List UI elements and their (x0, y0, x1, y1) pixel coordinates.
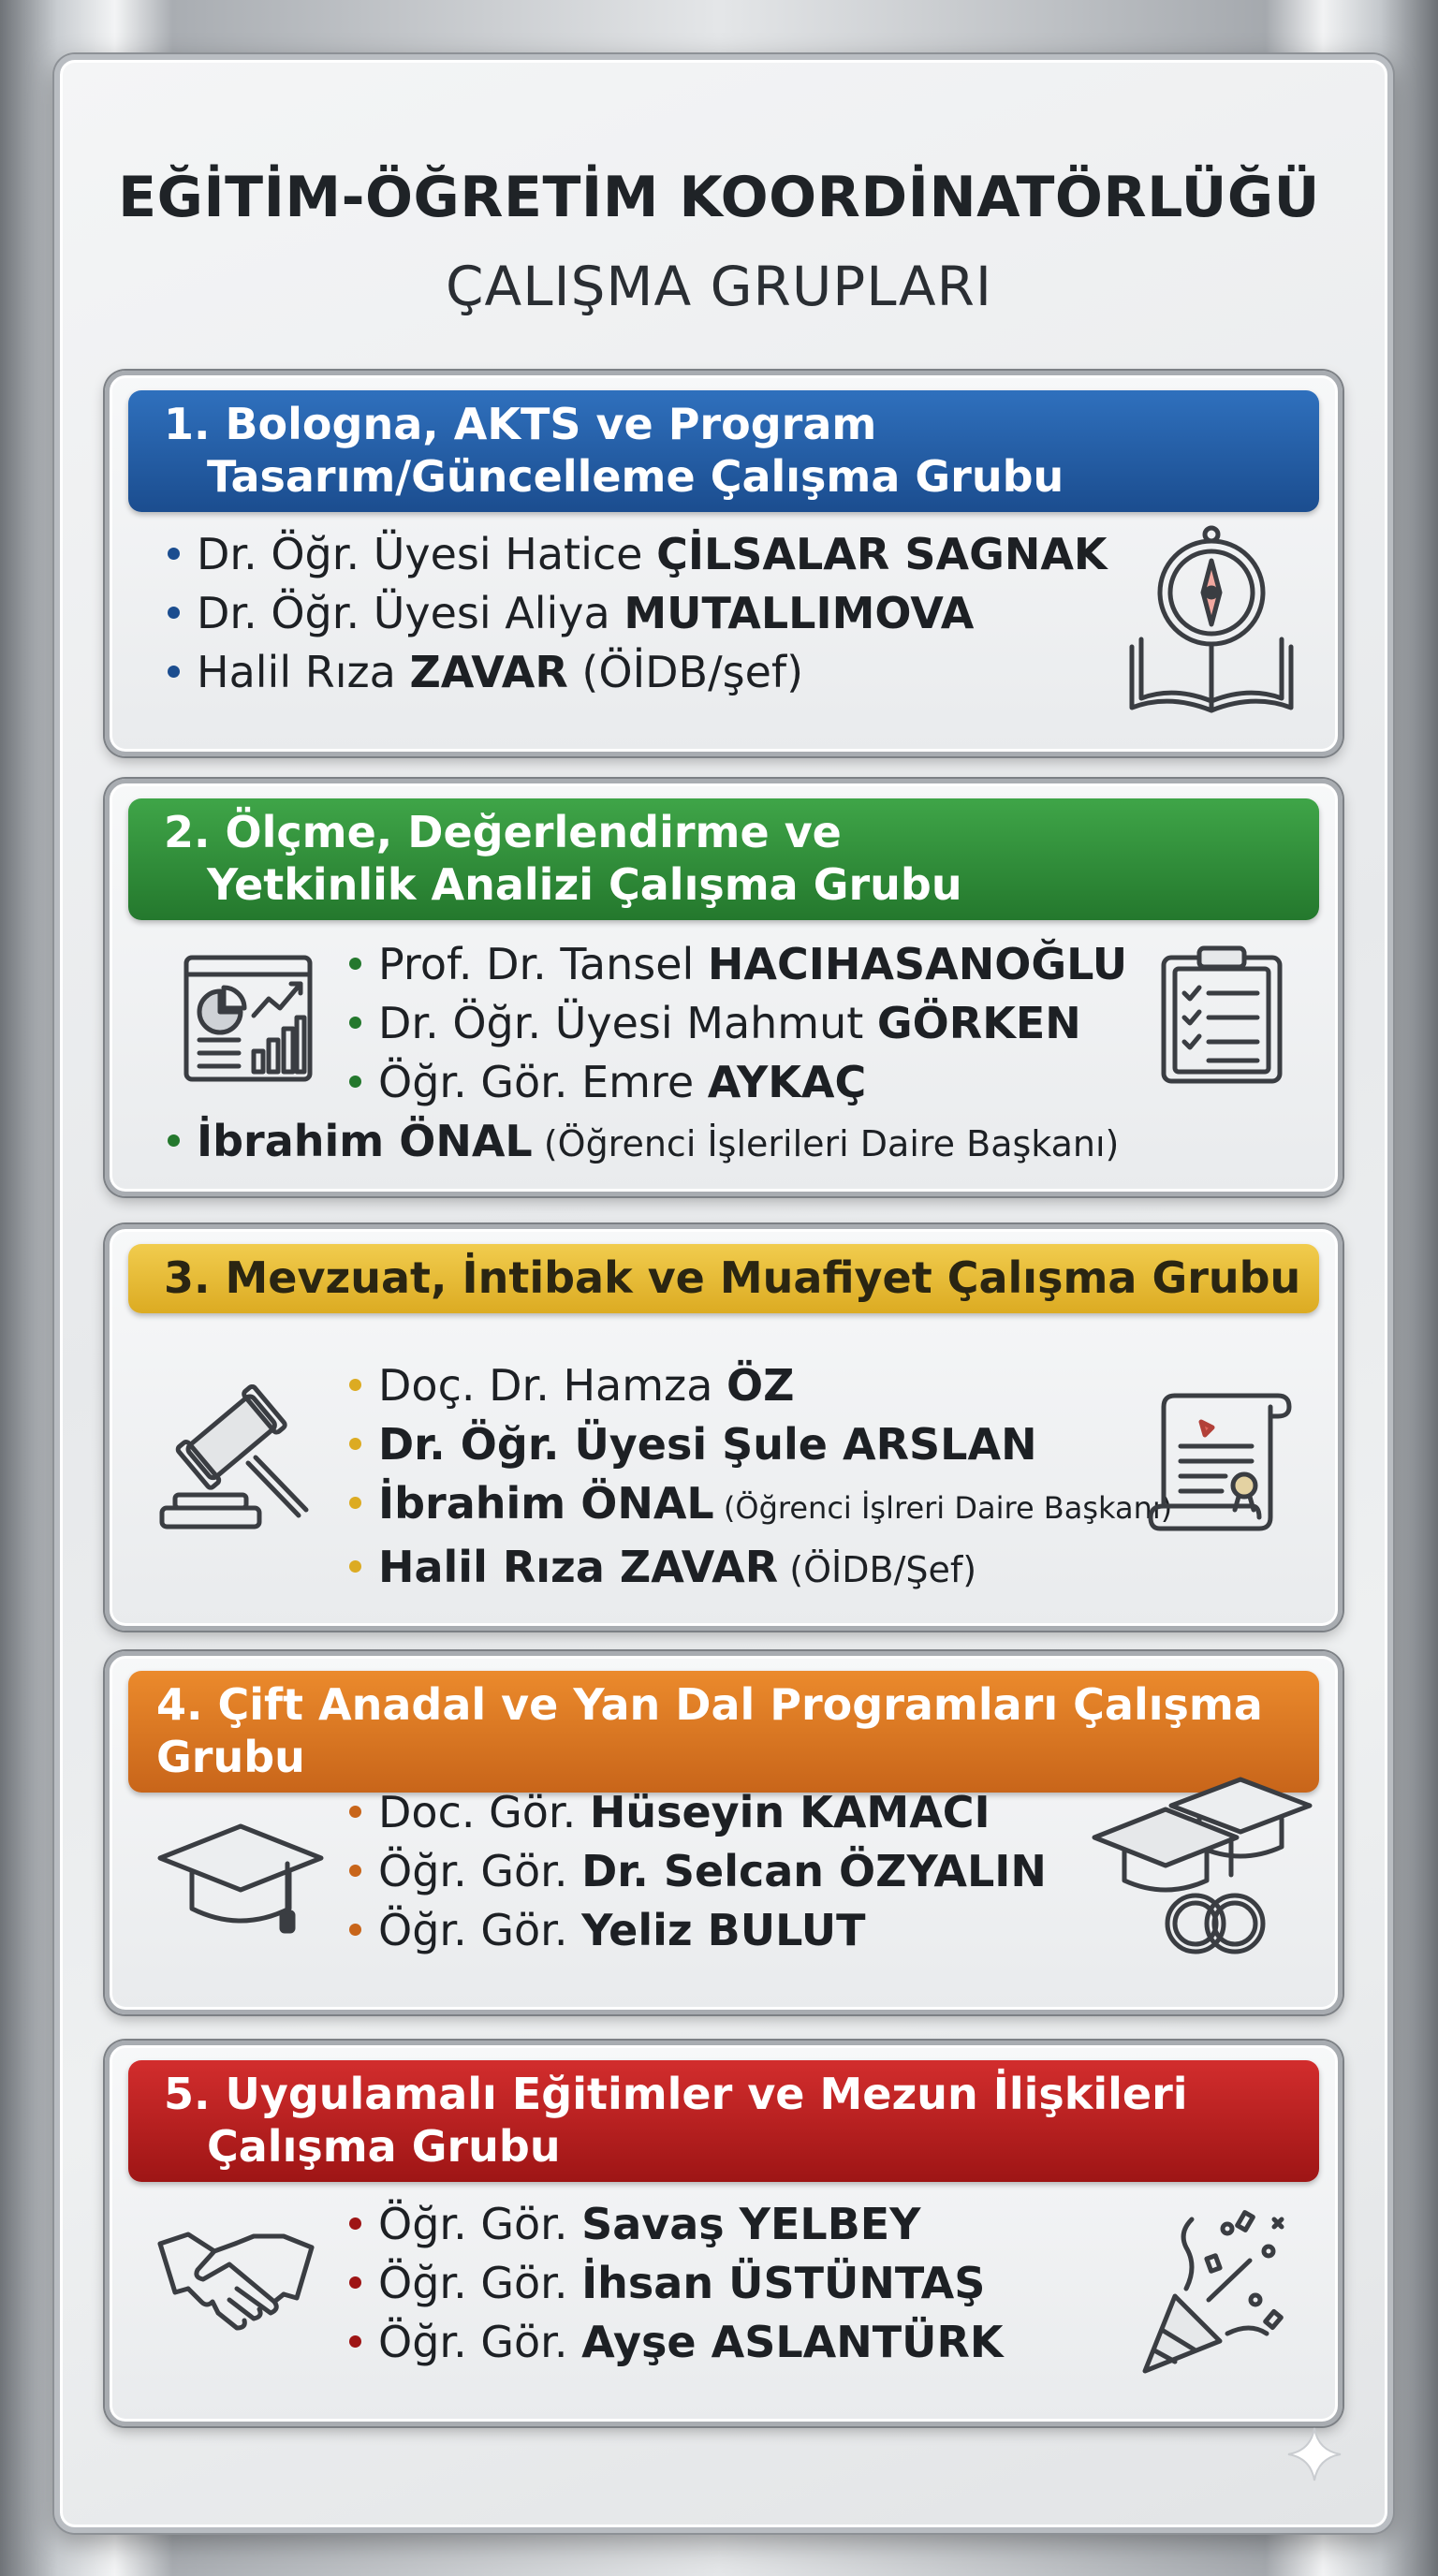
caps-rings-icon (1091, 1774, 1315, 1961)
member-item: Dr. Öğr. Üyesi Aliya MUTALLIMOVA (168, 584, 1108, 643)
presentation-chart-icon (183, 954, 314, 1083)
member-item: Öğr. Gör. Savaş YELBEY (349, 2195, 1004, 2254)
member-item: Doc. Gör. Hüseyin KAMACI (349, 1783, 1047, 1842)
member-list (349, 1356, 1172, 1600)
bullet-icon (349, 2276, 361, 2289)
member-item: Dr. Öğr. Üyesi Hatice ÇİLSALAR SAGNAK (168, 525, 1108, 584)
member-list (349, 1783, 1047, 1960)
gavel-icon (158, 1384, 317, 1534)
member-item: İbrahim ÖNAL (Öğrenci İşlerileri Daire Başkanı) (168, 1112, 1119, 1174)
bullet-icon (168, 666, 180, 678)
group-title-line1: 1. Bologna, AKTS ve Program (164, 399, 877, 449)
member-item: Öğr. Gör. Emre AYKAÇ (349, 1053, 1127, 1112)
sparkle-icon (1286, 2426, 1343, 2486)
member-item: Dr. Öğr. Üyesi Mahmut GÖRKEN (349, 994, 1127, 1053)
group-title-line2: Yetkinlik Analizi Çalışma Grubu (207, 859, 962, 910)
subtitle: ÇALIŞMA GRUPLARI (446, 255, 992, 318)
handshake-icon (156, 2223, 315, 2335)
member-item: Doç. Dr. Hamza ÖZ (349, 1356, 1172, 1415)
party-popper-icon (1137, 2210, 1287, 2378)
group-card-2 (105, 779, 1343, 1196)
bullet-icon (349, 1017, 361, 1029)
group-title-line1: 5. Uygulamalı Eğitimler ve Mezun İlişkileri (164, 2069, 1188, 2119)
bullet-icon (349, 2217, 361, 2230)
member-item: Prof. Dr. Tansel HACIHASANOĞLU (349, 935, 1127, 994)
group-title-line2: Tasarım/Güncelleme Çalışma Grubu (207, 451, 1064, 502)
bullet-icon (349, 1865, 361, 1877)
group-title-line1: 4. Çift Anadal ve Yan Dal Programları Çalışma Grubu (156, 1679, 1263, 1782)
bullet-icon (349, 958, 361, 970)
bullet-icon (168, 607, 180, 619)
group-title-line1: 3. Mevzuat, İntibak ve Muafiyet Çalışma Grubu (164, 1252, 1301, 1303)
bullet-icon (349, 1438, 361, 1450)
group-card-3 (105, 1224, 1343, 1631)
member-item: Öğr. Gör. Yeliz BULUT (349, 1901, 1047, 1960)
bullet-icon (349, 1379, 361, 1391)
member-item: Halil Rıza ZAVAR (ÖİDB/Şef) (349, 1538, 1172, 1600)
compass-book-icon (1123, 525, 1300, 717)
member-item: İbrahim ÖNAL (Öğrenci İşlreri Daire Başkanı) (349, 1474, 1172, 1538)
bullet-icon (349, 1806, 361, 1818)
bullet-icon (349, 1076, 361, 1088)
scroll-certificate-icon (1147, 1386, 1297, 1536)
group-title-line1: 2. Ölçme, Değerlendirme ve (164, 807, 842, 857)
group-card-5 (105, 2041, 1343, 2426)
graduation-cap-icon (156, 1819, 325, 1940)
group-banner-3 (128, 1244, 1319, 1313)
member-list (349, 935, 1127, 1112)
bullet-icon (349, 1560, 361, 1573)
bullet-icon (168, 548, 180, 560)
member-item: Halil Rıza ZAVAR (ÖİDB/şef) (168, 643, 1108, 702)
group-title-line2: Çalışma Grubu (207, 2121, 561, 2172)
bullet-icon (168, 1134, 180, 1147)
group-banner-5 (128, 2060, 1319, 2182)
group-card-1 (105, 371, 1343, 756)
group-banner-1 (128, 390, 1319, 512)
bullet-icon (349, 1924, 361, 1936)
bullet-icon (349, 1497, 361, 1509)
member-list (349, 2195, 1004, 2372)
member-list (168, 525, 1108, 702)
bullet-icon (349, 2335, 361, 2348)
group-banner-2 (128, 798, 1319, 920)
member-item: Öğr. Gör. Ayşe ASLANTÜRK (349, 2313, 1004, 2372)
group-card-4 (105, 1651, 1343, 2014)
member-item: Öğr. Gör. İhsan ÜSTÜNTAŞ (349, 2254, 1004, 2313)
main-title: EĞİTİM-ÖĞRETİM KOORDİNATÖRLÜĞÜ (118, 165, 1320, 230)
clipboard-checklist-icon (1156, 944, 1287, 1085)
member-item: Dr. Öğr. Üyesi Şule ARSLAN (349, 1415, 1172, 1474)
member-item: Öğr. Gör. Dr. Selcan ÖZYALIN (349, 1842, 1047, 1901)
member-list (168, 1112, 1119, 1174)
